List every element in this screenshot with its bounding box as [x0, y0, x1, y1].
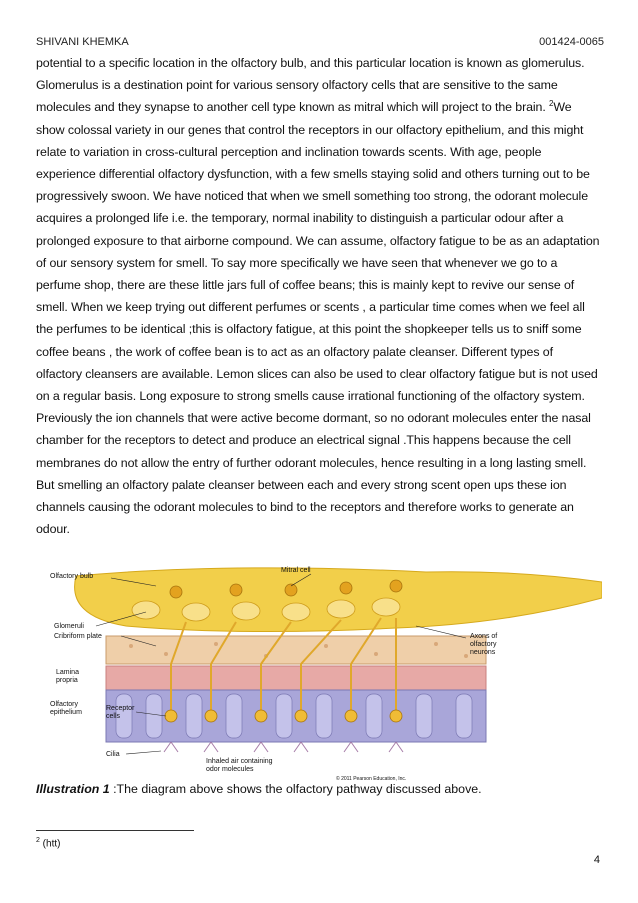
footnote-reference: 2 — [549, 99, 554, 109]
label-inhaled-line1: Inhaled air containing — [206, 758, 273, 765]
label-lamina-line2: propria — [56, 677, 78, 684]
body-text-pre: potential to a specific location in the olfactory bulb, and this particular location is known as glomerulus. Glomerulus is a destination point for various sensory olfactory cells that are sensitive to the same molecules and they synapse to another cell type known as mitral which will project to the brain. — [36, 56, 585, 115]
page-number: 4 — [593, 854, 600, 866]
label-glomeruli: Glomeruli — [54, 623, 84, 630]
footnote-text: (htt) — [39, 838, 61, 850]
label-axons-line1: Axons of — [470, 633, 498, 640]
footnote-divider — [36, 830, 194, 831]
label-receptor-line2: cells — [106, 713, 121, 720]
label-cribriform-plate: Cribriform plate — [54, 633, 102, 640]
body-text-post: We show colossal variety in our genes that control the receptors in our olfactory epithelium, and this might relate to variation in cross-cultural perception and inclination towards scents. With age, people experience differential olfactory dysfunction, with a few smells staying solid and others turning out to be progressively swoon. We have noticed that when we smell something too strong, the odorant molecule acquires a prolonged life i.e. the temporary, normal inability to distinguish a particular odour after a prolonged exposure to that airborne compound. We can assume, olfactory fatigue to be as an adaptation of our sensory system for smell. To say more specifically we have seen that whenever we go to a perfume shop, there are these little jars full of coffee beans; this is mainly kept to revive our sense of smell. When we keep trying out different perfumes or scents , a particular time comes when we feel all the perfumes to be identical ;this is olfactory fatigue, at this point the shopkeeper tells us to sniff some coffee beans , the work of coffee bean is to act as an olfactory palate cleanser. Different types of olfactory cleansers are available. Lemon slices can also be used to clear olfactory fatigue but is not used on a regular basis. Long exposure to strong smells cause irrational functioning of the olfactory system. Previously the ion channels that were active become dormant, so no odorant molecules enter the nasal chamber for the receptors to detect and produce an electrical signal .This happens because the cell membranes do not allow the entry of further odorant molecules, hence resulting in a long lasting smell. But smelling an olfactory palate cleanser between each and every strong scent open ups these ion channels causing the odorant molecules to bind to the receptors and therefore works to generate an odour. — [36, 100, 600, 537]
footnote-number: 2 — [36, 837, 40, 844]
footnote — [36, 837, 60, 849]
label-axons-line2: olfactory — [470, 641, 497, 648]
label-mitral-cell: Mitral cell — [281, 567, 311, 574]
page-header — [36, 36, 604, 48]
cribriform-plate-shape — [106, 636, 486, 664]
label-copyright: © 2011 Pearson Education, Inc. — [336, 776, 407, 782]
lamina-propria-shape — [106, 666, 486, 690]
caption-label: Illustration 1 — [36, 782, 110, 796]
olfactory-pathway-illustration — [36, 566, 602, 784]
label-cilia: Cilia — [106, 751, 120, 758]
body-text — [36, 52, 602, 540]
student-id: 001424-0065 — [539, 36, 604, 48]
label-epithelium-line1: Olfactory — [50, 701, 79, 708]
caption-text: :The diagram above shows the olfactory pathway discussed above. — [109, 782, 482, 796]
author-name: SHIVANI KHEMKA — [36, 36, 129, 48]
body-paragraph — [36, 52, 602, 540]
label-lamina-line1: Lamina — [56, 669, 79, 676]
label-olfactory-bulb: Olfactory bulb — [50, 573, 94, 580]
label-inhaled-line2: odor molecules — [206, 766, 254, 773]
label-receptor-line1: Receptor — [106, 705, 135, 712]
olfactory-diagram — [36, 566, 602, 784]
label-epithelium-line2: epithelium — [50, 709, 82, 716]
label-axons-line3: neurons — [470, 649, 496, 656]
figure-caption — [36, 782, 482, 796]
